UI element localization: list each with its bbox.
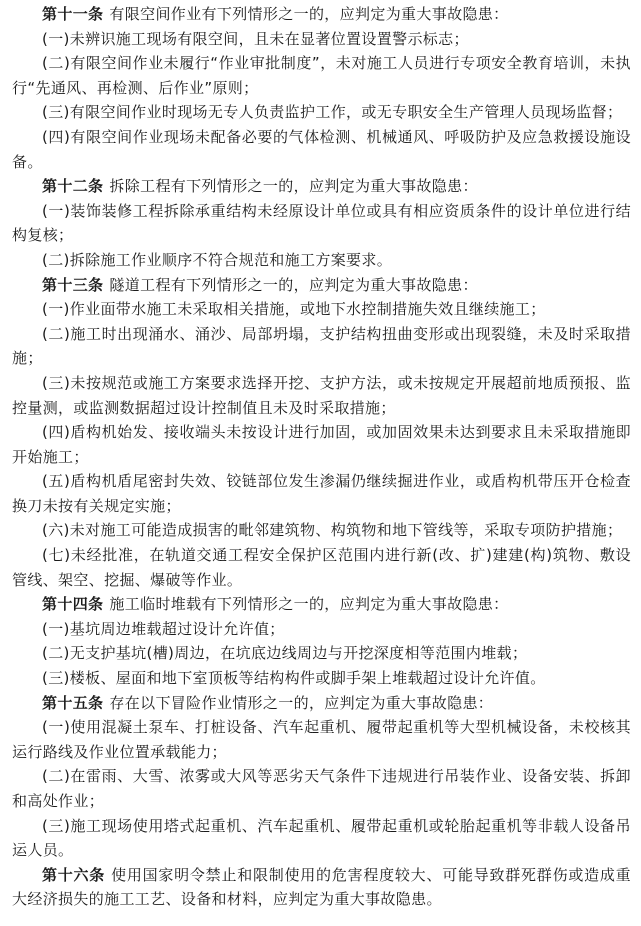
article-heading-text: 存在以下冒险作业情形之一的，应判定为重大事故隐患：	[109, 693, 494, 712]
article-item: (三)施工现场使用塔式起重机、汽车起重机、履带起重机或轮胎起重机等非载人设备吊运人员。	[12, 816, 631, 860]
article-item: (二)施工时出现涌水、涌沙、局部坍塌，支护结构扭曲变形或出现裂缝，未及时采取措施；	[12, 324, 631, 368]
article-number: 第十四条	[42, 595, 104, 614]
article-item: (五)盾构机盾尾密封失效、铰链部位发生渗漏仍继续掘进作业，或盾构机带压开仓检查换刀未按有关规定实施；	[12, 472, 631, 515]
article-number: 第十五条	[42, 693, 104, 712]
article-item: (二)无支护基坑(槽)周边，在坑底边线周边与开挖深度相等范围内堆载；	[42, 644, 528, 663]
article-item: (四)有限空间作业现场未配备必要的气体检测、机械通风、呼吸防护及应急救援设施设备。	[12, 127, 631, 171]
article-item: (四)盾构机始发、接收端头未按设计进行加固，或加固效果未达到要求且未采取措施即开始施工；	[12, 423, 631, 466]
article-heading	[12, 2, 631, 27]
article-item: (一)未辨识施工现场有限空间，且未在显著位置设置警示标志；	[42, 29, 469, 48]
article-item: (二)拆除施工作业顺序不符合规范和施工方案要求。	[42, 250, 393, 269]
article-item: (二)在雷雨、大雪、浓雾或大风等恶劣天气条件下违规进行吊装作业、设备安装、拆卸和高处作业；	[12, 767, 631, 810]
article-item: (三)未按规范或施工方案要求选择开挖、支护方法，或未按规定开展超前地质预报、监控量测，或监测数据超过设计控制值且未及时采取措施；	[12, 373, 631, 417]
article-heading	[12, 863, 631, 912]
article-heading	[12, 592, 631, 617]
article-block	[12, 691, 631, 863]
article-item: (七)未经批准，在轨道交通工程安全保护区范围内进行新(改、扩)建建(构)筑物、敷设管线、架空、挖掘、爆破等作业。	[12, 546, 631, 589]
article-number: 第十二条	[42, 177, 104, 196]
article-item: (一)基坑周边堆载超过设计允许值；	[42, 619, 285, 638]
article-item: (一)使用混凝土泵车、打桩设备、汽车起重机、履带起重机等大型机械设备，未校核其运行路线及作业位置承载能力；	[12, 718, 631, 761]
article-item: (一)装饰装修工程拆除承重结构未经原设计单位或具有相应资质条件的设计单位进行结构复核；	[12, 201, 631, 245]
article-item: (六)未对施工可能造成损害的毗邻建筑物、构筑物和地下管线等，采取专项防护措施；	[42, 521, 623, 540]
article-heading-text: 有限空间作业有下列情形之一的，应判定为重大事故隐患：	[109, 5, 509, 23]
article-item: (二)有限空间作业未履行“作业审批制度”，未对施工人员进行专项安全教育培训，未执行“先通风、再检测、后作业”原则；	[12, 54, 631, 97]
article-block	[12, 273, 631, 593]
article-heading	[12, 691, 631, 716]
article-block	[12, 863, 631, 912]
article-block	[12, 592, 631, 690]
article-heading	[12, 174, 631, 199]
article-heading-text: 隧道工程有下列情形之一的，应判定为重大事故隐患：	[109, 275, 478, 294]
article-item: (一)作业面带水施工未采取相关措施，或地下水控制措施失效且继续施工；	[42, 300, 546, 319]
article-item: (三)楼板、屋面和地下室顶板等结构构件或脚手架上堆载超过设计允许值。	[42, 669, 546, 688]
article-block	[12, 174, 631, 272]
article-block	[12, 2, 631, 174]
article-number: 第十六条	[42, 865, 106, 884]
article-heading-text: 拆除工程有下列情形之一的，应判定为重大事故隐患：	[109, 177, 478, 196]
article-number: 第十一条	[42, 5, 104, 23]
article-heading	[12, 273, 631, 298]
article-heading-text: 施工临时堆载有下列情形之一的，应判定为重大事故隐患：	[109, 595, 509, 614]
article-item: (三)有限空间作业时现场无专人负责监护工作，或无专职安全生产管理人员现场监督；	[42, 103, 623, 122]
article-number: 第十三条	[42, 275, 104, 294]
article-heading-text: 使用国家明令禁止和限制使用的危害程度较大、可能导致群死群伤或造成重大经济损失的施工工艺、设备和材料，应判定为重大事故隐患。	[12, 865, 631, 909]
